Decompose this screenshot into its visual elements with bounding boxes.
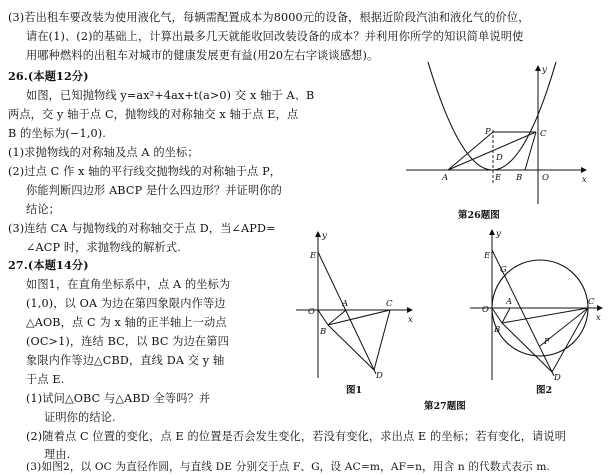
fig27-1-label-d: D [376,371,383,381]
fig27-2-label-x: x [596,313,601,323]
fig27-1-label-o: O [308,307,315,317]
fig26-label-e: E [495,173,502,183]
fig27-2-label-b: B [494,325,501,335]
fig27-1-line-de [318,252,376,374]
q26-part2-line3: 结论； [26,203,61,216]
fig27-1-label-e: E [310,251,317,261]
fig27-2-segment-cd [552,308,588,372]
fig27-2-label-d: D [554,373,561,383]
fig26-segment-ap [448,132,493,170]
q27-part3: (3)如图2，以 OC 为直径作圆，与直线 DE 分别交于点 F、G，设 AC=m，AF=n，用含 n 的代数式表示 m. [26,461,551,473]
q27-part2-line1: (2)随着点 C 位置的变化，点 E 的位置是否会发生变化，若没有变化，求出点 E 的坐标；若有变化，请说明 [26,430,567,443]
fig27-1-label-x: x [408,315,413,325]
fig27-2-label-c: C [588,297,595,307]
fig27-1-segment-cd [374,310,390,370]
q26-part3-line1: (3)连结 CA 与抛物线的对称轴交于点 D，当∠APD= [8,222,276,235]
q27-part1-line1: (1)试问△OBC 与△ABD 全等吗？并 [26,392,211,405]
fig26-label-o: O [542,173,549,183]
q27-heading: 27.(本题14分) [8,258,89,272]
fig27-1-segment-bd [328,325,374,370]
q26-line3: B 的坐标为(−1,0). [8,127,106,140]
fig27-2-caption: 图2 [536,385,553,396]
fig26-label-c: C [540,129,547,139]
q26-heading: 26.(本题12分) [8,69,89,83]
fig27-2-segment-ab [502,308,510,323]
q27-line2: (1,0)，以 OA 为边在第四象限内作等边 [26,297,226,310]
q26-line2: 两点，交 y 轴于点 C，抛物线的对称轴交 x 轴于点 E，点 [8,108,299,121]
figure-27-2 [462,226,604,382]
q26-part3-line2: ∠ACP 时，求抛物线的解析式. [26,241,181,254]
fig26-label-y: y [542,65,547,75]
fig26-label-p: P [485,127,491,137]
fig26-segment-bc [525,132,536,170]
fig27-2-label-y: y [496,229,501,239]
figure-26 [398,58,594,208]
q25-part3-line3: 用哪种燃料的出租车对城市的健康发展更有益(用20左右字谈谈感想)。 [26,49,379,62]
fig26-caption: 第26题图 [458,210,500,221]
q27-line1: 如图1，在直角坐标系中，点 A 的坐标为 [26,278,231,291]
q25-part3-line1: (3)若出租车要改装为使用液化气，每辆需配置成本为8000元的设备，根据近阶段汽油和液化气的价位， [8,11,530,24]
fig26-label-x: x [582,175,587,185]
fig27-2-segment-bc [502,308,588,323]
fig26-label-a: A [442,173,449,183]
fig27-2-label-f: F [544,337,550,347]
fig27-1-label-b: B [320,327,327,337]
q26-line1: 如图，已知抛物线 y=ax²+4ax+t(a>0) 交 x 轴于 A、B [26,89,315,102]
q25-part3-line2: 请在(1)、(2)的基础上，计算出最多几天就能收回改装设备的成本？并利用你所学的知识简单说明使 [26,30,524,43]
q27-line5: 象限内作等边△CBD，直线 DA 交 y 轴 [26,354,225,367]
fig27-1-segment-ob [318,310,328,325]
q26-part1: (1)求抛物线的对称轴及点 A 的坐标； [8,146,199,159]
q26-part2-line2: 你能判断四边形 ABCP 是什么四边形？并证明你的 [26,184,283,197]
fig27-1-caption: 图1 [346,385,363,396]
q27-line6: 于点 E. [26,373,65,386]
fig27-2-label-o: O [482,305,489,315]
q26-part2-line1: (2)过点 C 作 x 轴的平行线交抛物线的对称轴于点 P， [8,165,282,178]
fig26-label-b: B [516,173,523,183]
fig27-2-label-g: G [500,265,507,275]
q27-part2-line2: 理由. [44,448,71,461]
fig27-2-label-a: A [506,297,513,307]
fig26-label-d: D [496,153,503,163]
figure-27-1 [288,228,416,380]
fig27-2-label-e: E [484,251,491,261]
fig27-1-label-c: C [386,299,393,309]
q27-line3: △AOB，点 C 为 x 轴的正半轴上一动点 [26,316,227,329]
fig26-parabola [428,62,556,170]
fig27-caption: 第27题图 [424,401,466,412]
q27-part1-line2: 证明你的结论. [44,411,116,424]
fig27-1-label-y: y [322,231,327,241]
fig26-segment-ac [448,132,536,170]
q27-line4: (OC>1)，连结 BC，以 BC 为边在第四 [26,335,229,348]
fig27-2-segment-bd [502,323,552,372]
fig27-1-label-a: A [342,299,349,309]
